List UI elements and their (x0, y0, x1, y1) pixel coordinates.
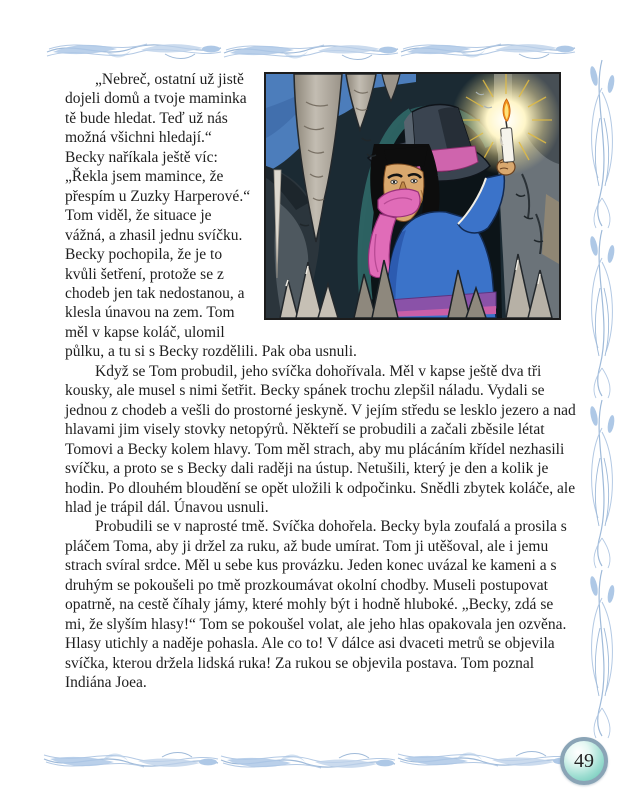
text-flow (65, 70, 577, 693)
right-flourish-border (584, 58, 620, 740)
page-number: 49 (574, 749, 594, 772)
bottom-flourish-border (42, 746, 576, 776)
cave-illustration (264, 72, 561, 320)
cave-illustration-svg (266, 74, 559, 318)
paragraph-1: „Nebreč, ostatní už jistě dojeli domů a tvoje maminka tě bude hledat. Teď už nás možná všichni hledají.“ Becky naříkala ještě víc: „Řekla jsem mamince, že přespím u Zuzky Harperové.“ Tom viděl, že situace je vážná, a zhasil jednu svíčku. Becky pochopila, že je to kvůli šetření, protože se z chodeb jen tak nedostanou, a klesla únavou na zem. Tom měl v kapse koláč, ulomil půlku, a tu si s Becky rozdělili. Pak oba usnuli. (65, 71, 357, 361)
page-number-badge (560, 737, 608, 785)
top-flourish-border (45, 36, 579, 66)
paragraph-2: Když se Tom probudil, jeho svíčka dohořívala. Měl v kapse ještě dva tři kousky, ale musel s nimi šetřit. Becky spánek trochu zlepšil náladu. Vydali se jednou z chodeb a vešli do prostorné jeskyně. V jejím středu se lesklo jezero a nad hlavami jim visely stovky netopýrů. Někteří se probudili a začali zběsile létat Tomovi a Becky kolem hlavy. Tom měl strach, aby mu plácáním křídel nezhasili svíčku, a proto se s Becky dali raději na ústup. Netušili, který je den a kolik je hodin. Po dlouhém bloudění se opět uložili k odpočinku. Snědli zbytek koláče, ale hlad je trápil dál. Únavou usnuli. (65, 362, 576, 516)
paragraph-3: Probudili se v naprosté tmě. Svíčka dohořela. Becky byla zoufalá a prosila s pláčem Toma, aby ji držel za ruku, až bude umírat. Tom ji utěšoval, ale i jemu strach svíral srdce. Měl u sebe kus provázku. Jeden konec uvázal ke kameni a s druhým se pokoušeli po tmě prozkoumávat okolní chodby. Museli postupovat opatrně, na cestě číhaly jámy, které mohly být i hodně hluboké. „Becky, zdá se mi, že slyším hlasy!“ Tom se pokoušel volat, ale jeho hlas opakovala jen ozvěna. Hlasy utichly a naděje pohasla. Ale co to! V dálce asi dvaceti metrů se objevila svíčka, kterou držela lidská ruka! Za rukou se objevila postava. Tom poznal Indiána Joea. (65, 518, 567, 692)
